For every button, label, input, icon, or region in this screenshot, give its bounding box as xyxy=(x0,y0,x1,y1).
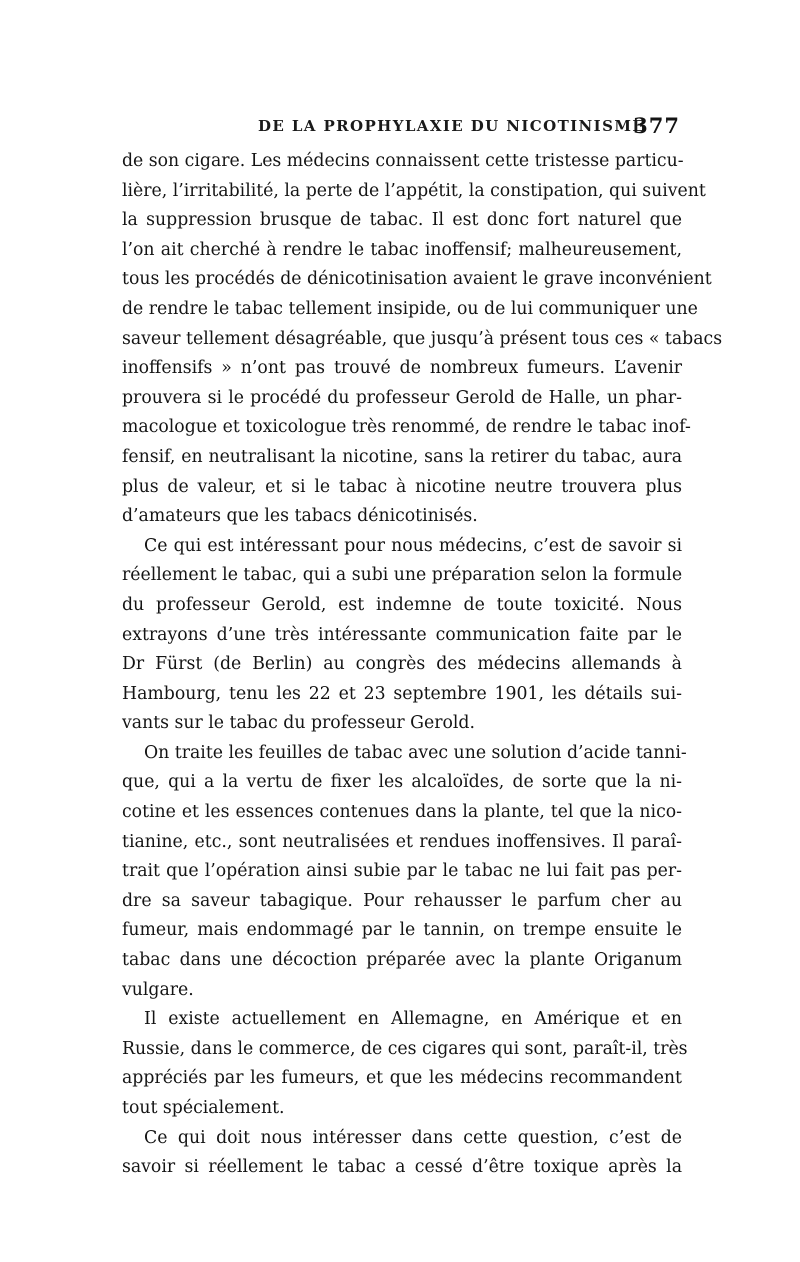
running-head: DE LA PROPHYLAXIE DU NICOTINISME xyxy=(258,117,646,135)
text-line: la suppression brusque de tabac. Il est donc fort naturel que xyxy=(122,210,682,231)
text-line: On traite les feuilles de tabac avec une solution d’acide tanni- xyxy=(144,742,687,763)
text-line: Ce qui est intéressant pour nous médecins, c’est de savoir si xyxy=(144,535,682,556)
text-line: tous les procédés de dénicotinisation avaient le grave inconvénient xyxy=(122,269,712,290)
text-line: tout spécialement. xyxy=(122,1098,285,1118)
text-line: Dr Fürst (de Berlin) au congrès des médecins allemands à xyxy=(122,654,682,675)
text-line: saveur tellement désagréable, que jusqu’à présent tous ces « tabacs xyxy=(122,328,723,349)
text-line: tianine, etc., sont neutralisées et rendues inoffensives. Il paraî- xyxy=(122,831,682,852)
text-line: Russie, dans le commerce, de ces cigares qui sont, paraît-il, très xyxy=(122,1038,688,1059)
text-line: savoir si réellement le tabac a cessé d’être toxique après la xyxy=(122,1157,682,1178)
text-line: macologue et toxicologue très renommé, de rendre le tabac inof- xyxy=(122,417,691,438)
text-line: plus de valeur, et si le tabac à nicotine neutre trouvera plus xyxy=(122,476,682,497)
text-line: d’amateurs que les tabacs dénicotinisés. xyxy=(122,506,478,527)
text-line: vulgare. xyxy=(122,979,194,1000)
body-text xyxy=(122,147,723,1183)
text-line: prouvera si le procédé du professeur Gerold de Halle, un phar- xyxy=(122,387,682,408)
text-line: lière, l’irritabilité, la perte de l’appétit, la constipation, qui suivent xyxy=(122,180,706,201)
page-number: 377 xyxy=(633,113,680,138)
text-line: fensif, en neutralisant la nicotine, sans la retirer du tabac, aura xyxy=(122,446,682,467)
text-line: vants sur le tabac du professeur Gerold. xyxy=(122,713,475,734)
text-line: appréciés par les fumeurs, et que les médecins recommandent xyxy=(122,1068,682,1089)
text-line: que, qui a la vertu de fixer les alcaloïdes, de sorte que la ni- xyxy=(122,772,682,793)
text-line: tabac dans une décoction préparée avec la plante Origanum xyxy=(122,950,682,971)
text-line: Ce qui doit nous intéresser dans cette question, c’est de xyxy=(144,1127,682,1148)
text-line: Il existe actuellement en Allemagne, en Amérique et en xyxy=(144,1009,682,1030)
text-line: du professeur Gerold, est indemne de toute toxicité. Nous xyxy=(122,594,682,615)
text-line: trait que l’opération ainsi subie par le tabac ne lui fait pas per- xyxy=(122,861,682,882)
text-line: inoffensifs » n’ont pas trouvé de nombreux fumeurs. L’avenir xyxy=(122,358,682,379)
text-line: l’on ait cherché à rendre le tabac inoffensif; malheureusement, xyxy=(122,239,682,260)
text-line: cotine et les essences contenues dans la plante, tel que la nico- xyxy=(122,802,682,823)
text-line: réellement le tabac, qui a subi une préparation selon la formule xyxy=(122,565,683,586)
text-line: dre sa saveur tabagique. Pour rehausser le parfum cher au xyxy=(122,890,682,911)
page-header xyxy=(122,113,682,143)
text-line: de son cigare. Les médecins connaissent cette tristesse particu- xyxy=(122,151,684,171)
text-line: fumeur, mais endommagé par le tannin, on trempe ensuite le xyxy=(122,920,682,941)
text-line: Hambourg, tenu les 22 et 23 septembre 1901, les détails sui- xyxy=(122,683,682,704)
text-line: extrayons d’une très intéressante communication faite par le xyxy=(122,624,682,645)
text-line: de rendre le tabac tellement insipide, ou de lui communiquer une xyxy=(122,298,698,319)
